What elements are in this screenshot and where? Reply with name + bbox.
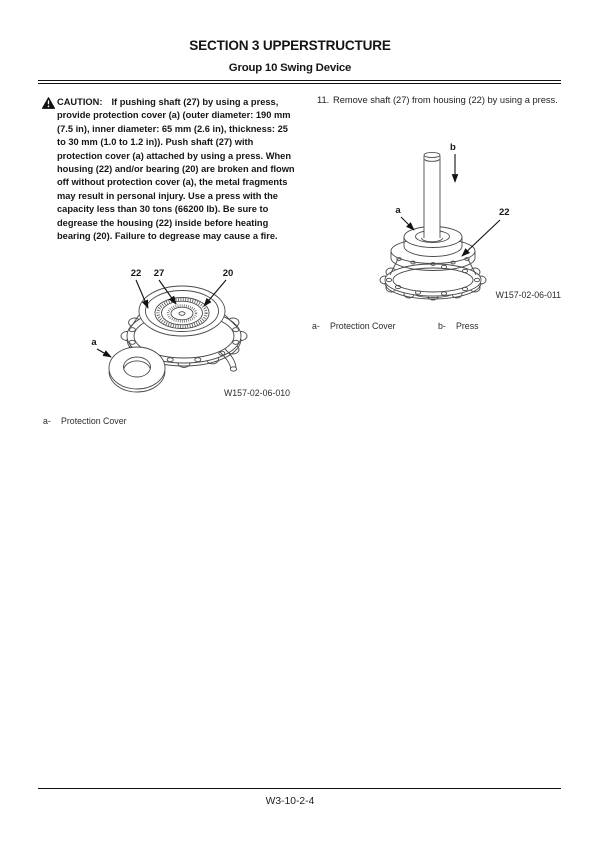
legend-value: Protection Cover [61,416,127,426]
footer-rule [38,788,561,789]
protection-cover-drawing [109,347,165,392]
caution-block [42,96,299,243]
callout-arrow-22 [462,220,500,256]
header-double-rule [38,80,561,84]
callout-label-22: 22 [130,268,142,279]
page-number: W3-10-2-4 [265,796,315,807]
figure-shaft-press [360,140,570,305]
figure-housing-protection-cover [85,263,300,405]
legend-value: Protection Cover [330,321,396,331]
legend-key: b- [438,321,446,331]
callout-arrow-a [401,217,414,230]
legend-key: a- [43,416,51,426]
step-text: Remove shaft (27) from housing (22) by using a press. [333,95,558,105]
step-number: 11. [317,95,330,105]
caution-label: CAUTION: [57,97,103,107]
callout-label-a: a [395,205,401,216]
legend-item [43,416,127,426]
legend-item [438,321,479,331]
legend-left [43,416,293,428]
legend-right [312,321,570,333]
section-title: SECTION 3 UPPERSTRUCTURE [189,38,391,53]
callout-arrow-a [97,349,111,357]
legend-key: a- [312,321,320,331]
shaft-drawing [422,152,443,241]
caution-text: If pushing shaft (27) by using a press, provide protection cover (a) (outer diameter: 190 mm (7.5 in), inner diameter: 65 mm (2.6 in), thickness: 25 to 30 mm (1.0 to 1.2 in)). Push shaft (27) with protection cover (a) attached by using a press. When housing (22) and/or bearing (20) are broken and flown off without protection cover (a), the metal fragments may result in personal injury. Use a press with the capacity less than 30 tons (66200 lb). Be sure to degrease the housing (22) inside before heating bearing (20). Failure to degrease may cause a fire. [57,97,295,242]
callout-label-22: 22 [499,207,510,218]
group-title: Group 10 Swing Device [228,62,352,74]
callout-label-27: 27 [153,268,165,279]
legend-value: Press [456,321,479,331]
callout-label-20: 20 [222,268,234,279]
legend-item [312,321,396,331]
figure-number-right: W157-02-06-011 [495,290,561,300]
callout-label-a: a [91,337,97,348]
caution-text-body [57,96,299,243]
figure-number-left: W157-02-06-010 [223,388,290,398]
callout-label-b: b [450,142,456,153]
step-11 [317,94,569,107]
warning-triangle-icon [42,97,55,113]
